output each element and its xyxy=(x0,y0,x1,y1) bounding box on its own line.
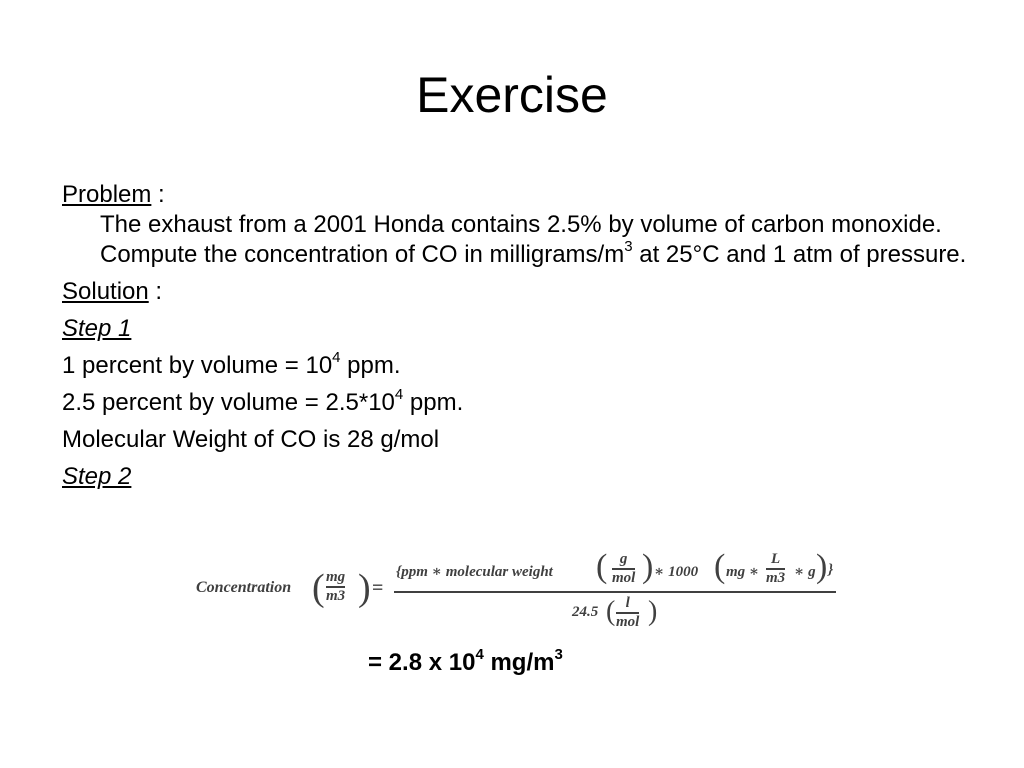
concentration-formula xyxy=(196,548,846,634)
slide-content xyxy=(62,180,972,499)
step1-line1 xyxy=(62,351,972,381)
problem-label: Problem xyxy=(62,181,152,208)
step1-line1-unit: ppm. xyxy=(340,352,401,379)
step1-label: Step 1 xyxy=(62,315,132,342)
result-text: = 2.8 x 10 xyxy=(368,649,476,676)
formula-frac1 xyxy=(612,551,635,587)
result-unit: mg/m xyxy=(483,649,555,676)
result-unit-sup: 3 xyxy=(554,646,563,663)
solution-label: Solution xyxy=(62,278,149,305)
final-result xyxy=(368,647,563,679)
formula-num-b: ∗ 1000 xyxy=(654,564,699,580)
formula-num-a: {ppm ∗ molecular weight xyxy=(396,564,553,580)
problem-colon: : xyxy=(151,181,165,208)
formula-paren-close-2: ) xyxy=(642,548,654,585)
step1-line2-sup: 4 xyxy=(394,386,404,403)
formula-paren-open-3: ( xyxy=(714,548,726,585)
solution-heading xyxy=(62,277,972,307)
result-sup: 4 xyxy=(475,646,484,663)
step1-line3: Molecular Weight of CO is 28 g/mol xyxy=(62,426,440,453)
step1-line1-text: 1 percent by volume = 10 xyxy=(62,352,333,379)
step1-line1-sup: 4 xyxy=(332,349,341,366)
problem-text-sup: 3 xyxy=(624,238,633,255)
formula-frac3 xyxy=(616,595,639,631)
problem-text-1: The exhaust from a 2001 Honda contains 2.5% by volume of carbon monoxide. Compute the concentration of CO in milligrams/m xyxy=(100,211,942,268)
formula-num-d: ∗ g xyxy=(794,564,816,580)
formula-frac2-num: L xyxy=(771,551,781,567)
problem-heading xyxy=(62,180,972,210)
step1-line2 xyxy=(62,388,972,418)
formula-frac1-den: mol xyxy=(612,569,636,586)
formula-den-a: 24.5 xyxy=(572,604,599,620)
formula-frac3-num: l xyxy=(625,595,630,611)
formula-paren-close-3: ) xyxy=(816,548,828,585)
formula-num-c: mg ∗ xyxy=(726,564,760,580)
formula-paren-close-4: ) xyxy=(648,596,658,627)
formula-num-e: } xyxy=(828,562,834,578)
step1-line2-unit: ppm. xyxy=(403,389,464,416)
slide-title: Exercise xyxy=(416,67,608,123)
formula-main-bar xyxy=(394,591,836,593)
formula-equals: = xyxy=(372,577,384,599)
formula-frac3-den: mol xyxy=(616,613,640,630)
formula-lhs-num: mg xyxy=(326,569,346,585)
problem-statement xyxy=(62,210,972,270)
solution-colon: : xyxy=(148,278,163,305)
formula-lhs-den: m3 xyxy=(326,587,346,604)
formula-lhs-label: Concentration xyxy=(196,579,292,596)
formula-frac1-num: g xyxy=(619,551,628,567)
formula-frac2 xyxy=(766,551,785,587)
formula-paren-open: ( xyxy=(312,567,325,609)
formula-paren-open-4: ( xyxy=(606,596,616,627)
formula-paren-close: ) xyxy=(358,567,371,609)
step1-line2-text: 2.5 percent by volume = 2.5*10 xyxy=(62,389,395,416)
step2-heading xyxy=(62,462,972,492)
step1-heading xyxy=(62,314,972,344)
formula-frac2-den: m3 xyxy=(766,569,786,586)
problem-text-2: at 25°C and 1 atm of pressure. xyxy=(632,241,967,268)
formula-paren-open-2: ( xyxy=(596,548,608,585)
formula-lhs-fraction xyxy=(326,569,345,605)
step2-label: Step 2 xyxy=(62,463,132,490)
